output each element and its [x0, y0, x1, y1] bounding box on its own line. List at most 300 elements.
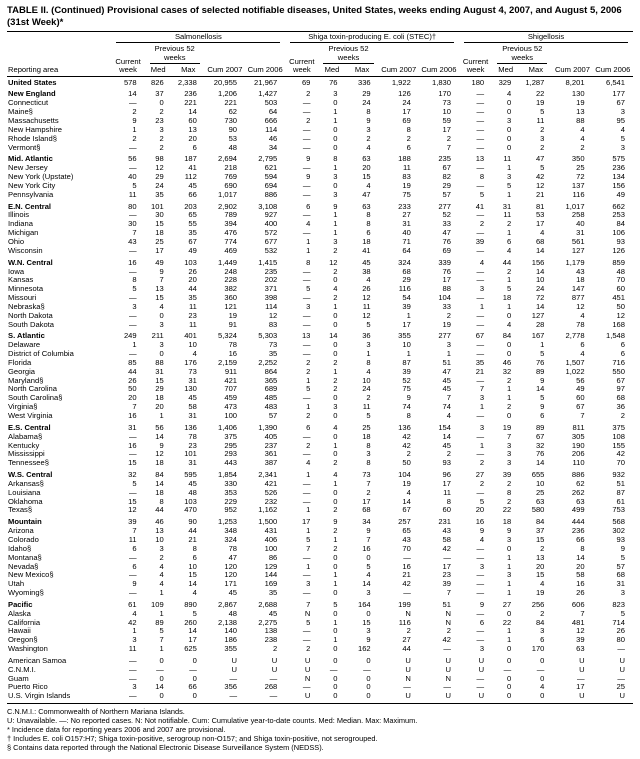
reporting-area-cell: New York (Upstate) — [8, 173, 74, 182]
value-cell: 1 — [507, 190, 512, 199]
value-cell: 84 — [616, 220, 625, 229]
value-cell: 18 — [155, 229, 164, 238]
value-cell: 16 — [362, 544, 371, 553]
value-cell: 20 — [362, 164, 371, 173]
value-cell: — — [302, 211, 311, 220]
value-cell: — — [476, 627, 485, 636]
footnote-cnmi: C.N.M.I.: Commonwealth of Northern Mariana Islands. — [7, 707, 185, 717]
value-cell: 2 — [507, 497, 512, 506]
previous-52-weeks-header — [492, 44, 552, 65]
table-row — [7, 268, 633, 277]
value-cell: 27 — [502, 599, 512, 609]
value-cell: 61 — [616, 497, 625, 506]
reporting-area-cell: Pacific — [8, 599, 33, 609]
value-cell: 2,159 — [218, 358, 238, 367]
value-cell: 30 — [155, 211, 164, 220]
value-cell: — — [229, 674, 238, 683]
value-cell: 1 — [446, 350, 451, 359]
value-cell: 40 — [402, 229, 411, 238]
table-row — [7, 563, 633, 572]
value-cell: 14 — [188, 627, 197, 636]
value-cell: — — [129, 294, 137, 303]
value-cell: 19 — [535, 99, 545, 108]
value-cell: 35 — [268, 350, 278, 359]
reporting-area-cell: Virginia§ — [8, 403, 38, 412]
table-row — [7, 489, 633, 498]
value-cell: 29 — [362, 89, 371, 99]
value-cell: 1 — [333, 302, 338, 311]
value-cell: 44 — [155, 506, 164, 515]
value-cell: — — [302, 589, 311, 598]
value-cell: 162 — [357, 645, 371, 654]
table-row — [7, 536, 633, 545]
value-cell: 0 — [507, 683, 512, 692]
value-cell: 238 — [264, 636, 278, 645]
value-cell: 421 — [264, 479, 278, 488]
value-cell: 0 — [333, 276, 338, 285]
reporting-area-cell: Alaska — [8, 609, 31, 618]
value-cell: 2 — [507, 267, 512, 276]
value-cell: — — [302, 108, 311, 117]
value-cell: 257 — [398, 517, 411, 527]
value-cell: U — [579, 655, 585, 665]
value-cell: 39 — [475, 237, 485, 246]
value-cell: 68 — [616, 571, 625, 580]
value-cell: U — [478, 655, 485, 665]
value-cell: 481 — [571, 618, 585, 627]
value-cell: 1,854 — [218, 470, 238, 480]
value-cell: 0 — [492, 692, 519, 703]
value-cell: 3 — [366, 627, 371, 636]
value-cell: 97 — [616, 385, 625, 394]
value-cell: 47 — [362, 190, 371, 199]
value-cell: 2,252 — [258, 358, 278, 367]
value-cell: 70 — [402, 544, 411, 553]
value-cell: 52 — [442, 211, 451, 220]
value-cell: 4 — [540, 683, 545, 692]
value-cell: 5 — [366, 562, 371, 571]
value-cell: — — [476, 117, 485, 125]
value-cell: 0 — [159, 655, 164, 665]
value-cell: 2,795 — [258, 154, 278, 164]
value-cell: 136 — [184, 422, 197, 432]
value-cell: 23 — [442, 571, 451, 580]
value-cell: 3 — [132, 636, 137, 645]
reporting-area-cell: E.N. Central — [8, 201, 52, 211]
value-cell: 406 — [264, 535, 278, 544]
value-cell: 40 — [576, 220, 585, 229]
current-week-header: Current week — [289, 56, 315, 75]
value-cell: 6 — [306, 201, 311, 211]
table-row — [7, 99, 633, 108]
value-cell: 1 — [479, 403, 485, 412]
value-cell: 826 — [145, 76, 172, 87]
value-cell: 11 — [536, 117, 545, 125]
value-cell: 1 — [333, 220, 338, 229]
value-cell: — — [129, 488, 137, 497]
value-cell: 0 — [333, 488, 338, 497]
value-cell: 47 — [442, 367, 451, 376]
value-cell: 17 — [442, 276, 451, 285]
value-cell: 89 — [535, 367, 545, 376]
value-cell: 42 — [442, 636, 451, 645]
value-cell: 580 — [531, 506, 545, 515]
table-row — [7, 135, 633, 144]
value-cell: 17 — [402, 320, 411, 329]
value-cell: — — [476, 674, 485, 683]
value-cell: 126 — [612, 246, 625, 255]
value-cell: — — [476, 432, 485, 441]
value-cell: 0 — [366, 609, 371, 618]
value-cell: 50 — [616, 302, 625, 311]
value-cell: 3 — [507, 535, 512, 544]
value-cell: 5 — [132, 285, 137, 294]
value-cell: 3 — [333, 173, 338, 182]
value-cell: 20 — [188, 134, 197, 143]
value-cell: 34 — [362, 517, 371, 527]
value-cell: 11 — [362, 302, 371, 311]
value-cell: 130 — [571, 89, 585, 99]
table-row — [7, 666, 633, 675]
value-cell: 31 — [402, 220, 411, 229]
value-cell: 17 — [402, 108, 411, 117]
value-cell: 49 — [155, 257, 164, 267]
value-cell: 18 — [502, 294, 512, 303]
value-cell: U — [593, 692, 633, 703]
value-cell: 8 — [192, 544, 197, 553]
reporting-area-cell: North Carolina — [8, 385, 57, 394]
table-row — [7, 294, 633, 303]
value-cell: 9 — [507, 527, 512, 536]
value-cell: 6,541 — [593, 76, 633, 87]
value-cell: 206 — [571, 450, 585, 459]
value-cell: 45 — [268, 609, 278, 618]
value-cell: 4 — [366, 143, 371, 152]
value-cell: U — [285, 692, 318, 703]
value-cell: 4 — [580, 125, 585, 134]
value-cell: 451 — [612, 294, 625, 303]
value-cell: 36 — [362, 331, 371, 341]
value-cell: 43 — [128, 237, 137, 246]
value-cell: 911 — [224, 367, 238, 376]
table-row — [7, 238, 633, 247]
value-cell: 1 — [333, 479, 338, 488]
value-cell: 8 — [580, 544, 585, 553]
value-cell: 2 — [306, 412, 311, 420]
value-cell: 4 — [540, 580, 545, 589]
value-cell: 3 — [306, 580, 311, 589]
reporting-area-cell: New Mexico§ — [8, 571, 54, 580]
table-row — [7, 580, 633, 589]
value-cell: 67 — [535, 432, 545, 441]
value-cell: 248 — [224, 267, 238, 276]
value-cell: 74 — [442, 403, 451, 412]
value-cell: 260 — [184, 618, 197, 627]
value-cell: 52 — [402, 376, 411, 385]
value-cell: 64 — [402, 246, 411, 255]
value-cell: 24 — [362, 99, 371, 108]
value-cell: 45 — [442, 376, 451, 385]
value-cell: 49 — [576, 385, 585, 394]
value-cell: 63 — [535, 497, 545, 506]
value-cell: 3 — [479, 645, 485, 654]
value-cell: 2,902 — [218, 201, 238, 211]
value-cell: 35 — [475, 358, 485, 367]
table-row — [7, 645, 633, 654]
value-cell: 127 — [531, 311, 545, 320]
table-row — [7, 303, 633, 312]
table-row — [7, 329, 633, 341]
value-cell: 13 — [301, 331, 311, 341]
value-cell: 3 — [366, 450, 371, 459]
table-row — [7, 589, 633, 598]
current-week-header: Current week — [115, 56, 141, 75]
value-cell: 0 — [507, 125, 512, 134]
value-cell: 71 — [402, 237, 411, 246]
table-row — [7, 285, 633, 294]
table-row — [7, 654, 633, 666]
value-cell: — — [443, 553, 451, 562]
value-cell: 2 — [306, 367, 311, 376]
value-cell: 1 — [507, 589, 512, 598]
value-cell: 2,341 — [258, 470, 278, 480]
value-cell: 561 — [571, 237, 585, 246]
value-cell: — — [476, 229, 485, 238]
value-cell: 12 — [268, 311, 278, 320]
value-cell: 127 — [571, 246, 585, 255]
value-cell: 57 — [268, 412, 278, 420]
value-cell: 3 — [366, 341, 371, 350]
value-cell: 15 — [362, 173, 371, 182]
value-cell: 927 — [264, 211, 278, 220]
value-cell: 662 — [612, 201, 625, 211]
value-cell: 14 — [188, 580, 197, 589]
value-cell: 8 — [446, 497, 451, 506]
value-cell: 75 — [402, 385, 411, 394]
value-cell: 93 — [442, 459, 451, 468]
value-cell: 3 — [159, 544, 164, 553]
value-cell: 82 — [442, 173, 451, 182]
table-row — [7, 610, 633, 619]
value-cell: 36 — [616, 403, 625, 412]
disease-table — [7, 31, 633, 704]
value-cell: 3 — [366, 589, 371, 598]
max-header: Max — [181, 65, 196, 75]
value-cell: 2 — [333, 246, 338, 255]
value-cell: — — [476, 211, 485, 220]
value-cell: 2 — [273, 645, 278, 654]
cum-2006-header: Cum 2006 — [421, 65, 457, 75]
value-cell: 864 — [264, 367, 278, 376]
value-cell: 73 — [188, 367, 197, 376]
value-cell: — — [302, 229, 311, 238]
value-cell: 168 — [612, 320, 625, 329]
value-cell: 9 — [540, 376, 545, 385]
value-cell: 76 — [535, 450, 545, 459]
value-cell: 6 — [192, 143, 197, 152]
value-cell: 96 — [442, 470, 451, 480]
max-header: Max — [354, 65, 370, 75]
group-header-row — [7, 32, 633, 45]
value-cell: 7 — [366, 535, 371, 544]
value-cell: 19 — [402, 479, 411, 488]
value-cell: 2 — [540, 544, 545, 553]
value-cell: 5 — [132, 181, 137, 190]
table-row — [7, 276, 633, 285]
value-cell: 5,324 — [218, 331, 238, 341]
value-cell: 0 — [333, 450, 338, 459]
value-cell: 37 — [155, 89, 164, 99]
value-cell: 350 — [571, 154, 585, 164]
table-row — [7, 683, 633, 692]
value-cell: 211 — [151, 331, 164, 341]
value-cell: 5 — [540, 164, 545, 173]
value-cell: 5 — [620, 609, 625, 618]
group-header-label: Shigellosis — [464, 33, 628, 43]
reporting-area-cell: California — [8, 618, 41, 627]
value-cell: 27 — [402, 636, 411, 645]
value-cell: 156 — [531, 257, 545, 267]
reporting-area-cell: Delaware — [8, 341, 41, 350]
value-cell: — — [245, 692, 285, 703]
reporting-area-cell: Arizona — [8, 527, 34, 536]
value-cell: — — [129, 450, 137, 459]
table-row — [7, 368, 633, 377]
value-cell: 169 — [264, 580, 278, 589]
value-cell: 66 — [576, 535, 585, 544]
value-cell: 382 — [224, 285, 238, 294]
value-cell: 9 — [406, 394, 411, 403]
value-cell: 0 — [333, 674, 338, 683]
value-cell: 236 — [612, 164, 625, 173]
value-cell: 4 — [192, 589, 197, 598]
value-cell: 2 — [333, 376, 338, 385]
value-cell: 13 — [535, 553, 545, 562]
value-cell: 12 — [362, 294, 371, 303]
table-row — [7, 108, 633, 117]
value-cell: — — [476, 276, 485, 285]
reporting-area-cell: Indiana — [8, 220, 33, 229]
value-cell: 401 — [184, 331, 197, 341]
value-cell: N — [445, 618, 451, 627]
footnote-nedss: § Contains data reported through the National Electronic Disease Surveillance System (NEDSS). — [7, 743, 324, 753]
value-cell: 22 — [502, 506, 512, 515]
value-cell: 60 — [442, 506, 451, 515]
table-row — [7, 117, 633, 126]
value-cell: 1 — [306, 237, 311, 246]
max-header: Max — [528, 65, 543, 75]
value-cell: 2 — [366, 134, 371, 143]
value-cell: 689 — [264, 385, 278, 394]
value-cell: 1 — [406, 311, 411, 320]
value-cell: 8 — [366, 441, 371, 450]
value-cell: 575 — [612, 154, 625, 164]
value-cell: — — [476, 609, 485, 618]
value-cell: 73 — [268, 341, 278, 350]
value-cell: 22 — [502, 618, 512, 627]
value-cell: 59 — [442, 117, 451, 125]
value-cell: 32 — [535, 441, 545, 450]
value-cell: 3 — [479, 394, 485, 403]
value-cell: 19 — [442, 320, 451, 329]
value-cell: 2 — [446, 627, 451, 636]
value-cell: 57 — [442, 190, 451, 199]
value-cell: 8 — [366, 459, 371, 468]
value-cell: — — [302, 553, 311, 562]
value-cell: 45 — [188, 479, 197, 488]
reporting-area-cell: Washington — [8, 645, 48, 654]
value-cell: 137 — [571, 181, 585, 190]
value-cell: 69 — [285, 76, 318, 87]
value-cell: — — [443, 645, 451, 654]
table-row — [7, 312, 633, 321]
value-cell: — — [476, 164, 485, 173]
value-cell: 7 — [132, 403, 137, 412]
value-cell: 170 — [438, 89, 451, 99]
table-row — [7, 256, 633, 268]
value-cell: — — [302, 164, 311, 173]
value-cell: 0 — [366, 683, 371, 692]
group-header-label: Shiga toxin-producing E. coli (STEC)† — [290, 33, 454, 43]
value-cell: 0 — [333, 609, 338, 618]
value-cell: — — [302, 450, 311, 459]
footnotes — [7, 707, 633, 752]
table-row — [7, 527, 633, 536]
reporting-area-cell: American Samoa — [8, 655, 67, 665]
value-cell: 80 — [128, 201, 137, 211]
value-cell: 61 — [128, 599, 137, 609]
table-row — [7, 152, 633, 164]
value-cell: 15 — [155, 294, 164, 303]
value-cell: 2 — [306, 645, 311, 654]
table-row — [7, 627, 633, 636]
value-cell: 5 — [479, 190, 485, 199]
value-cell: 8 — [306, 257, 311, 267]
value-cell: 164 — [357, 599, 371, 609]
reporting-area-cell: Kentucky — [8, 441, 40, 450]
value-cell: 93 — [616, 535, 625, 544]
value-cell: 56 — [576, 376, 585, 385]
value-cell: 39 — [128, 517, 137, 527]
value-cell: — — [302, 571, 311, 580]
value-cell: 3 — [620, 108, 625, 117]
value-cell: 1,507 — [565, 358, 585, 367]
value-cell: 2 — [159, 134, 164, 143]
reporting-area-cell: Kansas — [8, 276, 34, 285]
value-cell: 65 — [402, 527, 411, 536]
reporting-area-cell: Maryland§ — [8, 376, 44, 385]
value-cell: 12 — [616, 311, 625, 320]
value-cell: 221 — [184, 99, 197, 108]
table-row — [7, 341, 633, 350]
value-cell: 17 — [442, 479, 451, 488]
value-cell: 12 — [362, 311, 371, 320]
table-row — [7, 433, 633, 442]
value-cell: 0 — [333, 181, 338, 190]
value-cell: 170 — [531, 645, 545, 654]
value-cell: 15 — [535, 535, 545, 544]
value-cell: 0 — [507, 412, 512, 420]
value-cell: 3 — [333, 190, 338, 199]
value-cell: 84 — [502, 331, 512, 341]
table-row — [7, 394, 633, 403]
value-cell: 46 — [155, 517, 164, 527]
value-cell: 1 — [333, 117, 338, 125]
value-cell: U — [445, 655, 451, 665]
value-cell: 75 — [402, 190, 411, 199]
value-cell: 6 — [620, 350, 625, 359]
value-cell: 293 — [224, 450, 238, 459]
